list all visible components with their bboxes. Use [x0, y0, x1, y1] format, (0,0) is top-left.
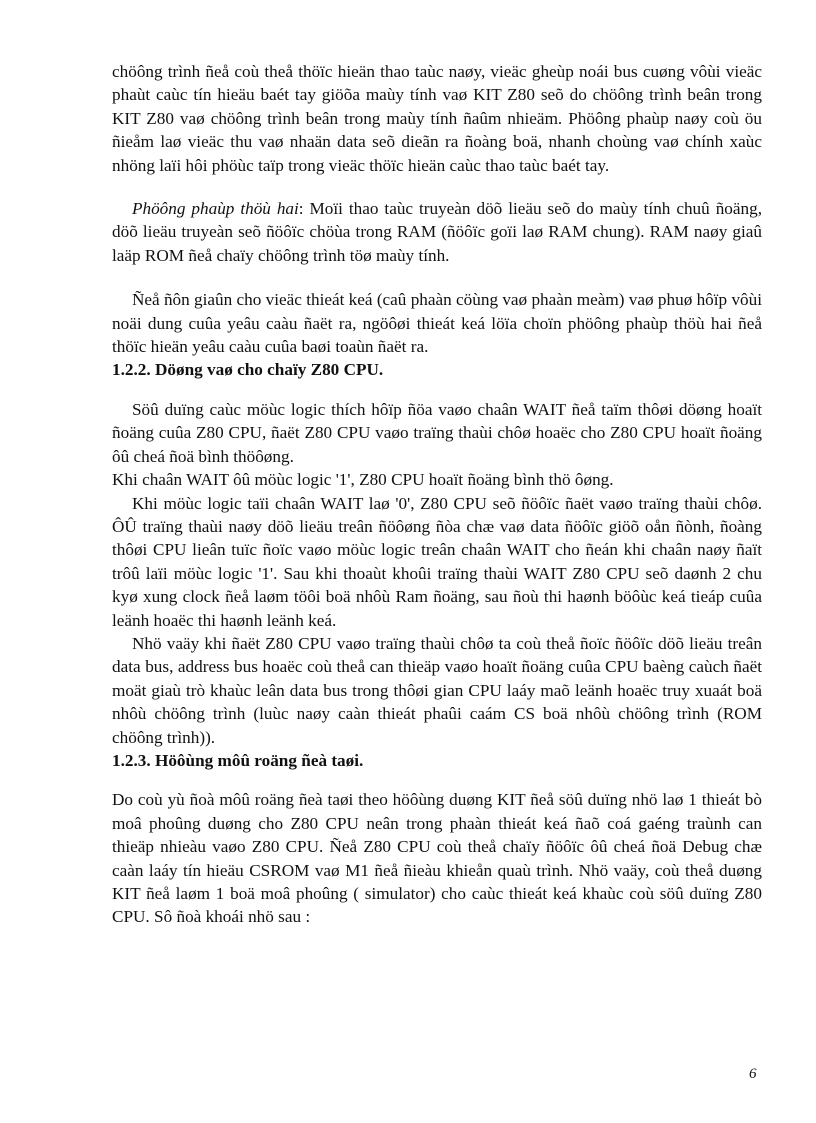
paragraph: Söû duïng caùc möùc logic thích hôïp ñöa vaøo chaân WAIT ñeå taïm thôøi döøng hoaït ñoäng cuûa Z80 CPU, ñaët Z80 CPU vaøo traïng thaùi chôø hoaëc cho Z80 CPU hoaït ñoäng ôû cheá ñoä bình thöôøng. — [112, 399, 762, 466]
paragraph: Ñeå ñôn giaûn cho vieäc thieát keá (caû phaàn cöùng vaø phaàn meàm) vaø phuø hôïp vôùi noäi dung cuûa yeâu caàu ñaët ra, ngöôøi thieát keá löïa choïn phöông phaùp thöù hai ñeå thöïc hieän yeâu caàu cuûa baøi toaùn ñaët ra. — [112, 290, 762, 357]
paragraph: Khi chaân WAIT ôû möùc logic '1', Z80 CPU hoaït ñoäng bình thö ôøng. — [112, 470, 614, 490]
paragraph-text: : Moïi thao taùc truyeàn döõ lieäu seõ do maùy tính chuû ñoäng, döõ lieäu truyeàn seõ ñöôïc chöùa trong RAM (ñöôïc goïi laø RAM chung). RAM naøy giaû laäp ROM ñeå chaïy chöông trình töø maùy tính. — [112, 199, 762, 265]
paragraph: chöông trình ñeå coù theå thöïc hieän thao taùc naøy, vieäc gheùp noái bus cuøng vôùi vieäc phaùt caùc tín hieäu baét tay giöõa maùy tính vaø KIT Z80 seõ do chöông trình beân trong KIT Z80 vaø chöông trình beân trong maùy tính ñaûm nhieäm. Phöông phaùp naøy coù öu ñieåm laø vieäc thu vaø nhaän data seõ dieãn ra ñoàng boä, nhanh choùng vaø chính xaùc nhöng laïi hôi phöùc taïp trong vieäc thöïc hieän caùc thao taùc baét tay. — [112, 62, 762, 175]
section-heading: 1.2.3. Höôùng môû roäng ñeà taøi. — [112, 750, 364, 770]
paragraph: Khi möùc logic taïi chaân WAIT laø '0', Z80 CPU seõ ñöôïc ñaët vaøo traïng thaùi chôø. ÔÛ traïng thaùi naøy döõ lieäu treân ñöôøng ñòa chæ vaø data ñöôïc giöõ oån ñònh, ñoàng thôøi CPU lieân tuïc ñoïc vaøo möùc logic treân chaân WAIT cho ñeán khi chaân naøy ñaït trôû laïi möùc logic '1'. Sau khi thoaùt khoûi traïng thaùi WAIT Z80 CPU seõ daønh 2 chu kyø xung clock ñeå laøm töôi boä nhôù Ram ñoäng, sau ñoù thi haønh böôùc keá tieáp cuûa leänh hoaëc thi haønh leänh keá. — [112, 493, 762, 630]
document-body — [112, 60, 762, 929]
method-label: Phöông phaùp thöù hai — [132, 199, 299, 219]
paragraph: Nhö vaäy khi ñaët Z80 CPU vaøo traïng thaùi chôø ta coù theå ñoïc ñöôïc döõ lieäu treân data bus, address bus hoaëc coù theå can thieäp vaøo hoaït ñoäng cuûa CPU baèng caùch ñaët moät giaù trò khaùc leân data bus trong thôøi gian CPU laáy maõ leänh hoaëc truy xuaát boä nhôù chöông trình (luùc naøy caàn thieát phaûi caám CS boä nhôù chöông trình (ROM chöông trình)). — [112, 633, 762, 747]
section-heading: 1.2.2. Döøng vaø cho chaïy Z80 CPU. — [112, 360, 384, 380]
page-number: 6 — [749, 1066, 757, 1082]
paragraph — [112, 197, 762, 267]
paragraph: Do coù yù ñoà môû roäng ñeà taøi theo höôùng duøng KIT ñeå söû duïng nhö laø 1 thieát bò moâ phoûng duøng cho Z80 CPU neân trong phaàn thieát keá ñaõ coá gaéng traùnh can thieäp nhieàu vaøo Z80 CPU. Ñeå Z80 CPU coù theå chaïy ñöôïc ôû cheá ñoä Debug chæ caàn laáy tín hieäu CSROM vaø M1 ñeå ñieàu khieån quaù trình. Nhö vaäy, coù theå duøng KIT ñeå laøm 1 boä moâ phoûng ( simulator) cho caùc thieát keá khaùc coù söû duïng Z80 CPU. Sô ñoà khoái nhö sau : — [112, 790, 762, 927]
